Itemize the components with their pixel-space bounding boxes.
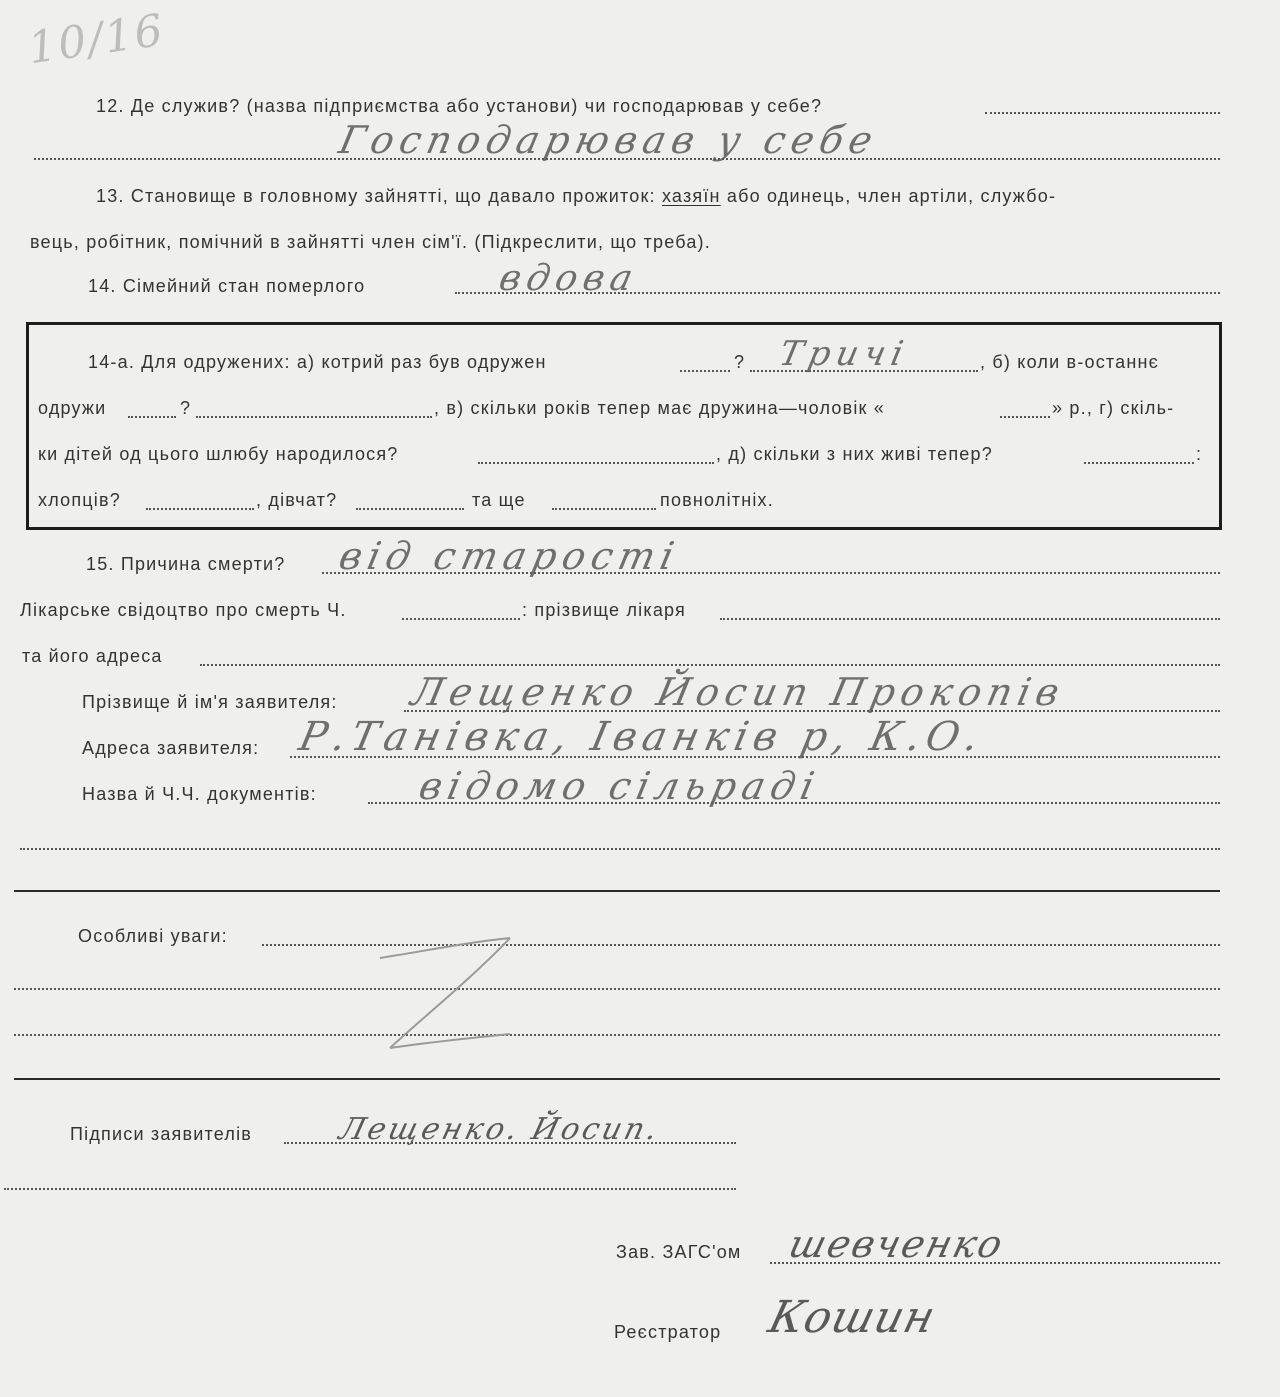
applicant-address-label: Адреса заявителя:: [82, 738, 260, 758]
section-divider-1: [14, 890, 1220, 892]
applicant-address-value: Р.Танівка, Іванків р, К.О.: [295, 714, 989, 760]
q14a-line2-end: » р., г) скіль-: [1052, 398, 1175, 418]
q14a-line1-answer: Тричі: [775, 334, 913, 374]
q13-line1: [96, 186, 1056, 207]
q12-label: 12. Де служив? (назва підприємства або установи) чи господарював у себе?: [96, 96, 823, 116]
q14a-line2-mid: , в) скільки років тепер має дружина—чоловік «: [434, 398, 886, 418]
q14a-line2-q: ?: [180, 398, 192, 418]
zags-head-fill: [770, 1262, 1220, 1264]
applicant-docs-label: Назва й Ч.Ч. документів:: [82, 784, 317, 804]
q14-answer: вдова: [495, 258, 643, 299]
applicant-signature: Лещенко. Йосип.: [335, 1112, 664, 1147]
signatures-fill-line-2: [4, 1188, 736, 1190]
applicant-docs-value: відомо сільраді: [415, 764, 824, 808]
notes-fill-line-3: [14, 1034, 1220, 1036]
doctor-address-fill: [200, 664, 1220, 666]
q14a-line3-fill-b: [1084, 462, 1194, 464]
q12-fill-line-1: [985, 112, 1220, 114]
q12-answer: Господарював у себе: [335, 118, 883, 162]
section-divider-2: [14, 1078, 1220, 1080]
q14-fill-line: [455, 292, 1220, 294]
doctor-surname-fill: [720, 618, 1220, 620]
q14a-line4-boys: хлопців?: [38, 490, 121, 510]
zags-head-signature: шевченко: [784, 1222, 1009, 1266]
notes-label: Особливі уваги:: [78, 926, 228, 946]
q13-line2: вець, робітник, помічний в зайнятті член сім'ї. (Підкреслити, що треба).: [30, 232, 711, 252]
applicant-name-label: Прізвище й ім'я заявителя:: [82, 692, 338, 712]
q13-line1-post: або одинець, член артіли, службо-: [726, 186, 1057, 206]
q14a-line4-fill-c: [552, 508, 656, 510]
applicant-docs-fill: [368, 802, 1220, 804]
applicant-name-fill: [404, 710, 1220, 712]
signatures-fill-line-1: [284, 1142, 736, 1144]
registrar-label: Реєстратор: [614, 1322, 722, 1342]
q15-label: 15. Причина смерти?: [86, 554, 286, 574]
q14a-line1-end: , б) коли в-останнє: [980, 352, 1160, 372]
q14a-line3-start: ки дітей од цього шлюбу народилося?: [38, 444, 399, 464]
notes-fill-line-2: [14, 988, 1220, 990]
q14a-line1-q: ?: [734, 352, 746, 372]
extra-fill-line: [20, 848, 1220, 850]
q14a-line2-fill-c: [1000, 416, 1050, 418]
q14a-line4-adults: повнолітніх.: [660, 490, 774, 510]
q15-fill-line: [322, 572, 1220, 574]
q14a-line3-mid: , д) скільки з них живі тепер?: [716, 444, 993, 464]
q14a-line3-end: :: [1196, 444, 1203, 464]
doctor-address-label: та його адреса: [22, 646, 163, 666]
q14a-line4-fill-a: [146, 508, 254, 510]
applicant-name-value: Лещенко Йосип Прокопів: [407, 670, 1070, 714]
doctor-certificate-fill: [402, 618, 520, 620]
applicant-address-fill: [290, 756, 1220, 758]
q14a-line4-girls: , дівчат?: [256, 490, 338, 510]
q14a-line4-fill-b: [356, 508, 464, 510]
q14-label: 14. Сімейний стан померлого: [88, 276, 366, 296]
q14a-line1-label: 14-а. Для одружених: а) котрий раз був одружен: [88, 352, 547, 372]
doctor-surname-label: : прізвище лікаря: [522, 600, 686, 620]
q14a-line3-fill-a: [478, 462, 714, 464]
zags-head-label: Зав. ЗАГС'ом: [616, 1242, 742, 1262]
q12-fill-line-2: [34, 158, 1220, 160]
q13-selected-option: хазяїн: [661, 186, 721, 206]
registrar-signature: Кошин: [763, 1292, 941, 1343]
q14a-line2-fill-a: [128, 416, 176, 418]
corner-page-number: 10/16: [25, 4, 168, 75]
signatures-label: Підписи заявителів: [70, 1124, 253, 1144]
doctor-certificate-label: Лікарське свідоцтво про смерть Ч.: [20, 600, 347, 620]
q14a-line2-fill-b: [196, 416, 432, 418]
q14a-line2-start: одружи: [38, 398, 107, 418]
q14a-line4-more: та ще: [472, 490, 526, 510]
q14a-line1-fill-b: [750, 370, 978, 372]
q13-line1-pre: 13. Становище в головному зайнятті, що давало прожиток:: [96, 186, 656, 206]
q15-answer: від старості: [335, 534, 684, 578]
notes-strikeout-mark: [360, 930, 520, 1070]
q14a-line1-fill-a: [680, 370, 730, 372]
